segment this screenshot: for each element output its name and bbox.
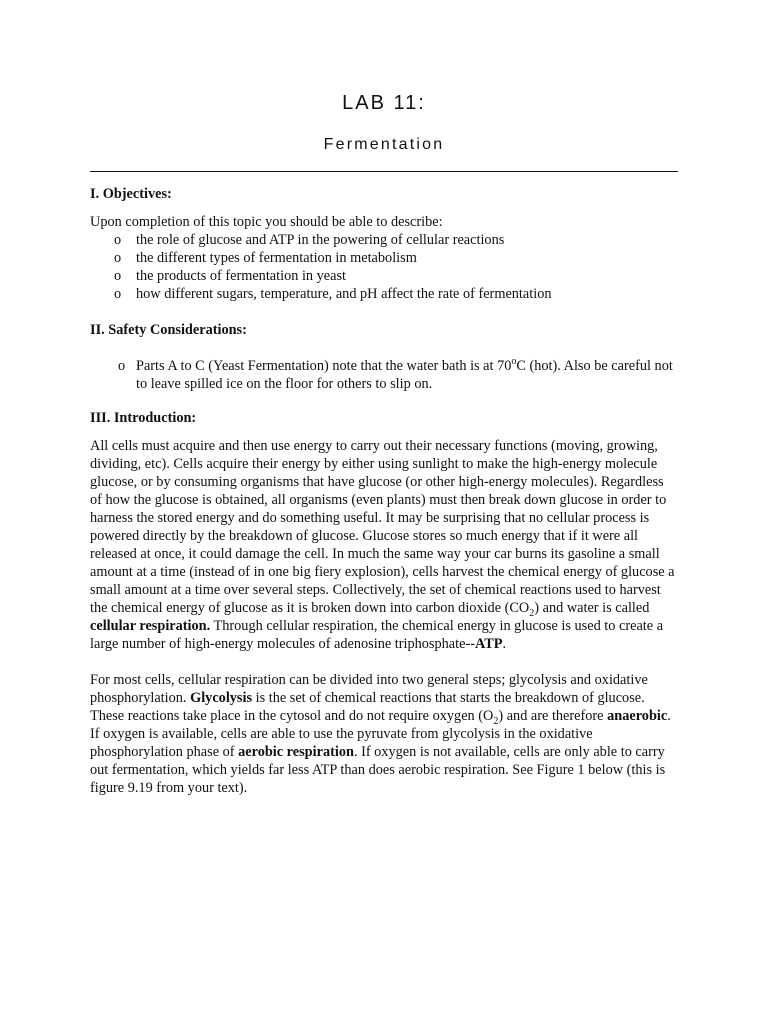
degree-superscript: o xyxy=(511,356,517,368)
subscript: 2 xyxy=(493,715,499,727)
safety-list xyxy=(90,357,678,393)
objectives-intro: Upon completion of this topic you should be able to describe: xyxy=(90,214,443,230)
paragraph-text: . If oxygen is not available, cells are only able to carry out fermentation, which yields far less ATP than does aerobic respiration. See Figure 1 below (this is figure 9.19 from your text). xyxy=(90,744,666,796)
paragraph-text: . If oxygen is available, cells are able to use the pyruvate from glycolysis in the oxidative phosphorylation phase of xyxy=(90,708,671,760)
objectives-heading: I. Objectives: xyxy=(90,186,172,202)
objective-text: the role of glucose and ATP in the powering of cellular reactions xyxy=(136,232,505,248)
paragraph-text: ) and are therefore xyxy=(498,708,608,724)
bullet-icon: o xyxy=(114,232,122,248)
paragraph-text: Through cellular respiration, the chemical energy in glucose is used to create a large number of high-energy molecules of adenosine triphosphate-- xyxy=(90,618,664,652)
paragraph-text: For most cells, cellular respiration can be divided into two general steps; glycolysis and oxidative phosphorylation. xyxy=(90,672,648,706)
objective-text: how different sugars, temperature, and pH affect the rate of fermentation xyxy=(136,286,552,302)
bullet-icon: o xyxy=(114,286,122,302)
subscript: 2 xyxy=(529,607,535,619)
safety-heading: II. Safety Considerations: xyxy=(90,322,247,338)
lab-subtitle: Fermentation xyxy=(323,136,445,153)
objective-text: the different types of fermentation in metabolism xyxy=(136,250,417,266)
objective-item xyxy=(90,285,678,303)
objective-item xyxy=(90,267,678,285)
objectives-list xyxy=(90,231,678,303)
objective-item xyxy=(90,231,678,249)
term-atp: ATP xyxy=(474,636,503,652)
paragraph-text: All cells must acquire and then use energy to carry out their necessary functions (moving, growing, dividing, etc). Cells acquire their energy by either using sunlight to make the high-energy molecule glucose, or by consuming organisms that have glucose (or other high-energy molecules). Regardless of how the glucose is obtained, all organisms (even plants) must then break down glucose in order to harness the stored energy and do something useful. It may be surprising that no cellular process is powered directly by the breakdown of glucose. Glucose stores so much energy that if it were all released at once, it could damage the cell. In much the same way your car burns its gasoline a small amount at a time (instead of in one big fiery explosion), cells harvest the chemical energy of glucose a small amount at a time over several steps. Collectively, the set of chemical reactions used to harvest the chemical energy of glucose as it is broken down into carbon dioxide (CO xyxy=(90,438,675,616)
bullet-icon: o xyxy=(118,358,126,374)
introduction-heading: III. Introduction: xyxy=(90,410,197,426)
objective-text: the products of fermentation in yeast xyxy=(136,268,347,284)
lab-title: LAB 11: xyxy=(342,92,426,114)
safety-item xyxy=(90,357,678,393)
paragraph-text: . xyxy=(502,636,507,652)
term-cellular-respiration: cellular respiration. xyxy=(90,618,211,634)
paragraph-text: ) and water is called xyxy=(534,600,650,616)
term-aerobic-respiration: aerobic respiration xyxy=(238,744,354,760)
title-divider xyxy=(90,171,678,172)
term-anaerobic: anaerobic xyxy=(607,708,668,724)
safety-text-end: C (hot). Also be careful not to leave spilled ice on the floor for others to slip on. xyxy=(136,358,673,392)
bullet-icon: o xyxy=(114,250,122,266)
introduction-paragraph-2 xyxy=(90,671,678,797)
objective-item xyxy=(90,249,678,267)
term-glycolysis: Glycolysis xyxy=(190,690,253,706)
safety-text-start: Parts A to C (Yeast Fermentation) note that the water bath is at 70 xyxy=(136,358,512,374)
bullet-icon: o xyxy=(114,268,122,284)
introduction-paragraph-1 xyxy=(90,437,678,653)
document-body xyxy=(90,185,678,797)
paragraph-text: is the set of chemical reactions that starts the breakdown of glucose. These reactions take place in the cytosol and do not require oxygen (O xyxy=(90,690,645,724)
